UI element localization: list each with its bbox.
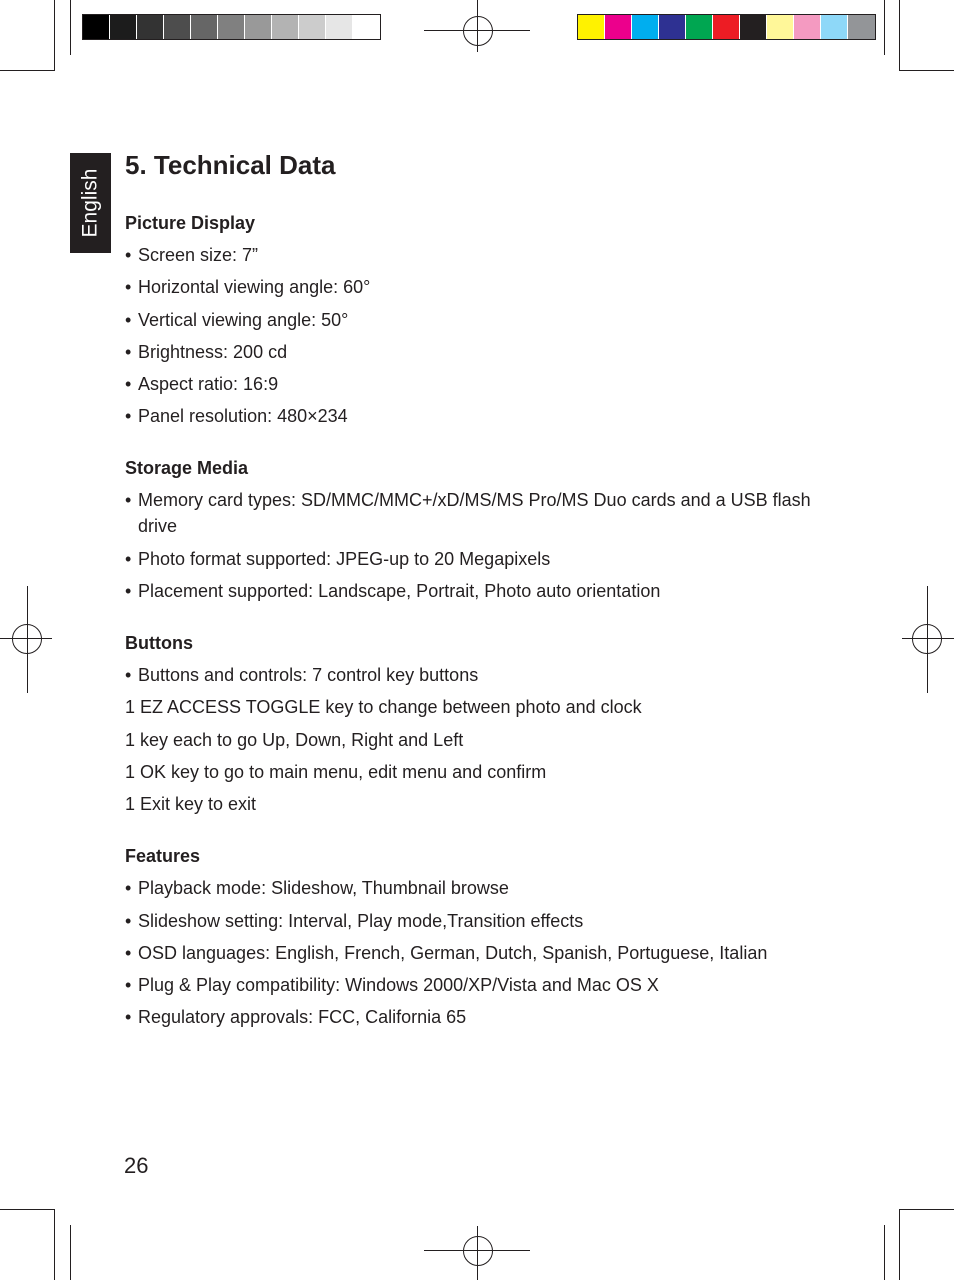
section-storage-media	[125, 455, 825, 604]
spec-item: • Screen size: 7”	[125, 242, 825, 268]
section-title: Buttons	[125, 633, 193, 654]
spec-item: • Memory card types: SD/MMC/MMC+/xD/MS/MS Pro/MS Duo cards and a USB flash drive	[125, 487, 825, 539]
color-swatch	[686, 15, 713, 39]
color-swatch	[299, 15, 326, 39]
color-swatch	[245, 15, 272, 39]
spec-item: • Horizontal viewing angle: 60°	[125, 274, 825, 300]
spec-item: • Plug & Play compatibility: Windows 2000/XP/Vista and Mac OS X	[125, 972, 825, 998]
spec-item: • Slideshow setting: Interval, Play mode,Transition effects	[125, 908, 825, 934]
button-description: 1 key each to go Up, Down, Right and Left	[125, 729, 464, 750]
spec-item: • Panel resolution: 480×234	[125, 403, 825, 429]
spec-item: • Placement supported: Landscape, Portrait, Photo auto orientation	[125, 578, 825, 604]
color-swatch	[848, 15, 875, 39]
section-features	[125, 843, 825, 1030]
color-swatch	[632, 15, 659, 39]
color-swatch	[326, 15, 353, 39]
page-number: 26	[124, 1153, 149, 1178]
gray-ramp-bar	[82, 14, 381, 40]
section-title: Storage Media	[125, 458, 249, 479]
color-calibration-bar	[577, 14, 876, 40]
spec-item: • Buttons and controls: 7 control key buttons	[125, 662, 825, 688]
spec-item: • Playback mode: Slideshow, Thumbnail browse	[125, 875, 825, 901]
color-swatch	[191, 15, 218, 39]
button-description: 1 OK key to go to main menu, edit menu and confirm	[125, 761, 547, 782]
color-swatch	[740, 15, 767, 39]
color-swatch	[794, 15, 821, 39]
spec-item: • OSD languages: English, French, German, Dutch, Spanish, Portuguese, Italian	[125, 940, 825, 966]
color-swatch	[272, 15, 299, 39]
color-swatch	[218, 15, 245, 39]
color-swatch	[821, 15, 848, 39]
button-description: 1 Exit key to exit	[125, 794, 257, 815]
spec-item: • Vertical viewing angle: 50°	[125, 307, 825, 333]
color-swatch	[110, 15, 137, 39]
section-buttons	[125, 630, 825, 817]
color-swatch	[83, 15, 110, 39]
color-swatch	[578, 15, 605, 39]
color-swatch	[164, 15, 191, 39]
color-swatch	[713, 15, 740, 39]
color-swatch	[137, 15, 164, 39]
color-swatch	[353, 15, 380, 39]
language-tab-label: English	[78, 168, 102, 238]
section-title: Features	[125, 846, 201, 867]
spec-item: • Aspect ratio: 16:9	[125, 371, 825, 397]
language-tab	[70, 153, 111, 253]
button-description: 1 EZ ACCESS TOGGLE key to change between photo and clock	[125, 697, 642, 718]
color-swatch	[659, 15, 686, 39]
section-picture-display	[125, 210, 825, 429]
color-swatch	[605, 15, 632, 39]
spec-item: • Brightness: 200 cd	[125, 339, 825, 365]
section-title: Picture Display	[125, 213, 256, 233]
technical-data-content	[125, 148, 825, 1056]
spec-item: • Regulatory approvals: FCC, California 65	[125, 1004, 825, 1030]
spec-item: • Photo format supported: JPEG-up to 20 Megapixels	[125, 546, 825, 572]
color-swatch	[767, 15, 794, 39]
page-title: 5. Technical Data	[125, 150, 336, 180]
